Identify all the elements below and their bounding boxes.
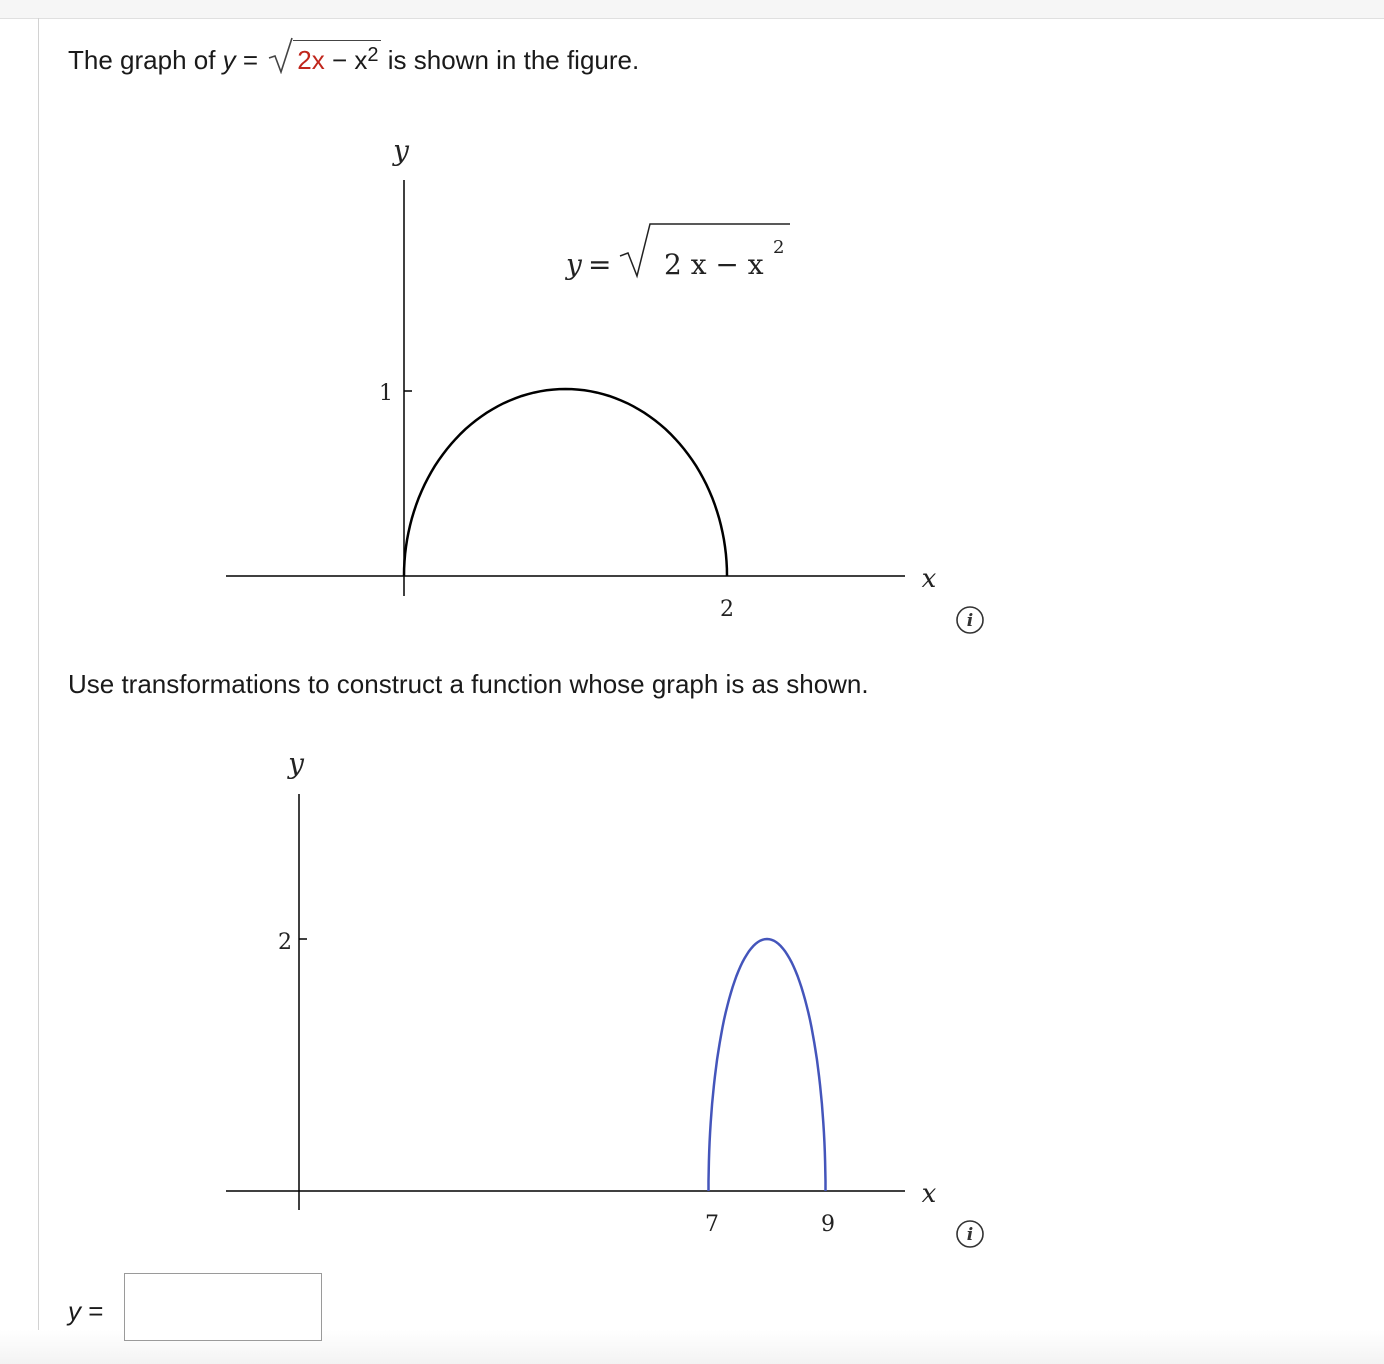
radicand-2x: 2x [297,45,325,75]
graph1-y-label: y [393,134,409,167]
graph2-x-tick-label-7: 7 [705,1212,719,1237]
graph1-x-label: x [921,564,937,594]
graph-1 [0,120,1384,620]
radicand-exponent: 2 [367,44,379,67]
info-icon[interactable] [955,605,985,635]
graph2-x-label: x [921,1179,937,1209]
answer-label [68,1296,103,1327]
graph2-y-label: y [288,747,304,780]
instruction-text: Use transformations to construct a function whose graph is as shown. [68,669,869,699]
graph1-eq-radicand: 2 x − x [664,248,764,281]
graph1-x-tick-label: 2 [720,597,734,620]
radical-sign-icon [267,36,293,74]
radicand-minus-x: − x [324,45,368,75]
graph-2 [0,740,1384,1240]
graph2-curve [709,939,826,1191]
svg-text:i: i [966,611,974,631]
graph2-x-tick-label-9: 9 [821,1212,835,1237]
answer-y-var: y [68,1296,81,1326]
intro-prefix: The graph of [68,45,223,75]
answer-input[interactable] [124,1273,322,1341]
graph1-eq-equals: = [588,248,612,281]
graph1-y-tick-label: 1 [379,381,393,406]
sqrt-expression [267,40,380,75]
svg-text:i: i [966,1225,974,1245]
graph1-eq-lhs: y [566,248,582,281]
intro-suffix: is shown in the figure. [380,45,640,75]
graph1-eq-exponent: 2 [773,237,785,258]
intro-equals: = [235,45,266,75]
graph2-y-tick-label: 2 [278,930,292,955]
intro-y-var: y [222,45,236,75]
graph1-curve [404,389,727,576]
info-icon[interactable] [955,1219,985,1249]
top-bar [0,0,1384,19]
question-intro [68,40,639,75]
answer-equals: = [81,1296,104,1326]
